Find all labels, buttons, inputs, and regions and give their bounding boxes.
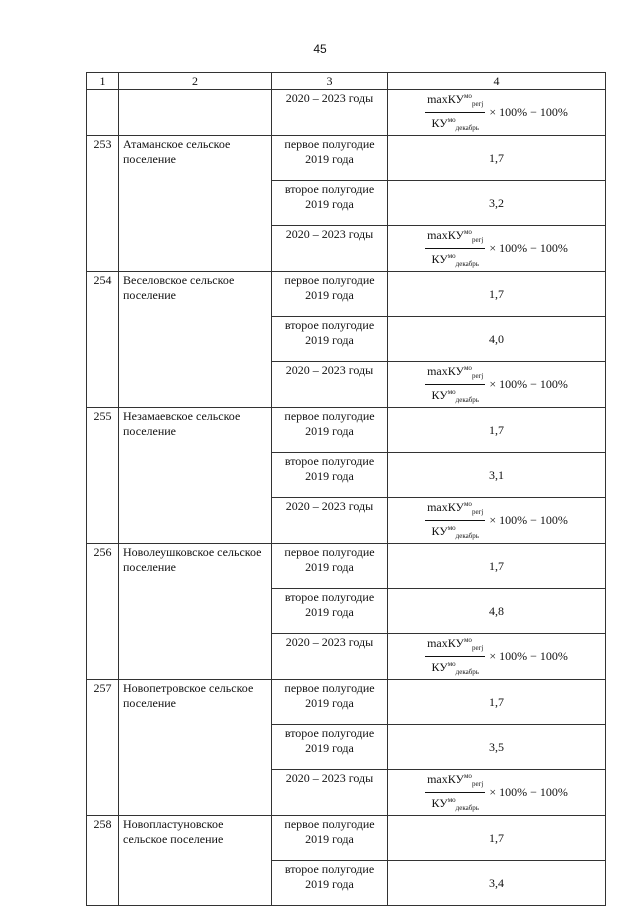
value-cell: 1,7	[388, 272, 606, 317]
settlement-name-cell: Незамаевское сельское поселение	[119, 408, 272, 544]
formula-tail: × 100% − 100%	[489, 785, 568, 799]
value-cell: 4,8	[388, 589, 606, 634]
table-row	[87, 680, 606, 725]
value-cell: 3,4	[388, 861, 606, 906]
formula-tail: × 100% − 100%	[489, 649, 568, 663]
period-cell: второе полугодие 2019 года	[272, 861, 388, 906]
row-number-cell: 253	[87, 136, 119, 272]
formula-denominator: $КУ^{мо}_{декабрь}$	[431, 660, 479, 676]
period-cell: первое полугодие 2019 года	[272, 272, 388, 317]
formula-cell	[388, 90, 606, 136]
formula-tail: × 100% − 100%	[489, 241, 568, 255]
formula-cell	[388, 634, 606, 680]
period-cell: первое полугодие 2019 года	[272, 408, 388, 453]
value-cell: 3,5	[388, 725, 606, 770]
formula-denominator: $КУ^{мо}_{декабрь}$	[431, 524, 479, 540]
value-cell: 1,7	[388, 136, 606, 181]
header-row	[87, 73, 606, 90]
header-col-4: 4	[388, 73, 606, 90]
table-row	[87, 816, 606, 861]
formula-numerator: maxКУ$^{мо}_{регj}$	[425, 498, 485, 521]
growth-formula	[425, 498, 568, 543]
formula-fraction	[425, 362, 485, 407]
period-cell: 2020 – 2023 годы	[272, 770, 388, 816]
formula-numerator: maxКУ$^{мо}_{регj}$	[425, 634, 485, 657]
period-cell: 2020 – 2023 годы	[272, 90, 388, 136]
growth-formula	[425, 634, 568, 679]
formula-fraction	[425, 90, 485, 135]
formula-fraction	[425, 498, 485, 543]
period-cell: 2020 – 2023 годы	[272, 226, 388, 272]
row-number-cell: 254	[87, 272, 119, 408]
period-cell: второе полугодие 2019 года	[272, 317, 388, 362]
page-number: 45	[313, 42, 327, 56]
continuation-row	[87, 90, 606, 136]
value-cell: 1,7	[388, 544, 606, 589]
period-cell: 2020 – 2023 годы	[272, 362, 388, 408]
period-cell: второе полугодие 2019 года	[272, 725, 388, 770]
formula-cell	[388, 362, 606, 408]
formula-tail: × 100% − 100%	[489, 377, 568, 391]
formula-denominator: $КУ^{мо}_{декабрь}$	[431, 388, 479, 404]
formula-numerator: maxКУ$^{мо}_{регj}$	[425, 226, 485, 249]
row-number-cell	[87, 90, 119, 136]
period-cell: первое полугодие 2019 года	[272, 680, 388, 725]
formula-numerator: maxКУ$^{мо}_{регj}$	[425, 362, 485, 385]
row-number-cell: 257	[87, 680, 119, 816]
period-cell: 2020 – 2023 годы	[272, 498, 388, 544]
period-cell: первое полугодие 2019 года	[272, 544, 388, 589]
formula-cell	[388, 498, 606, 544]
value-cell: 1,7	[388, 408, 606, 453]
settlement-name-cell	[119, 90, 272, 136]
formula-denominator: $КУ^{мо}_{декабрь}$	[431, 252, 479, 268]
period-cell: первое полугодие 2019 года	[272, 136, 388, 181]
period-cell: 2020 – 2023 годы	[272, 634, 388, 680]
growth-formula	[425, 90, 568, 135]
formula-fraction	[425, 226, 485, 271]
formula-numerator: maxКУ$^{мо}_{регj}$	[425, 770, 485, 793]
value-cell: 3,2	[388, 181, 606, 226]
period-cell: первое полугодие 2019 года	[272, 816, 388, 861]
formula-tail: × 100% − 100%	[489, 105, 568, 119]
header-col-3: 3	[272, 73, 388, 90]
table-row	[87, 136, 606, 181]
period-cell: второе полугодие 2019 года	[272, 589, 388, 634]
value-cell: 1,7	[388, 680, 606, 725]
value-cell: 1,7	[388, 816, 606, 861]
formula-denominator: $КУ^{мо}_{декабрь}$	[431, 116, 479, 132]
value-cell: 3,1	[388, 453, 606, 498]
table-row	[87, 408, 606, 453]
settlement-name-cell: Новопластуновское сельское поселение	[119, 816, 272, 906]
formula-cell	[388, 226, 606, 272]
formula-cell	[388, 770, 606, 816]
row-number-cell: 255	[87, 408, 119, 544]
period-cell: второе полугодие 2019 года	[272, 453, 388, 498]
tariff-table	[86, 72, 606, 906]
header-col-2: 2	[119, 73, 272, 90]
formula-fraction	[425, 770, 485, 815]
growth-formula	[425, 362, 568, 407]
period-cell: второе полугодие 2019 года	[272, 181, 388, 226]
settlement-name-cell: Веселовское сельское поселение	[119, 272, 272, 408]
settlement-name-cell: Новопетровское сельское поселение	[119, 680, 272, 816]
header-col-1: 1	[87, 73, 119, 90]
growth-formula	[425, 226, 568, 271]
formula-tail: × 100% − 100%	[489, 513, 568, 527]
row-number-cell: 256	[87, 544, 119, 680]
formula-denominator: $КУ^{мо}_{декабрь}$	[431, 796, 479, 812]
row-number-cell: 258	[87, 816, 119, 906]
growth-formula	[425, 770, 568, 815]
settlement-name-cell: Новолеушковское сельское поселение	[119, 544, 272, 680]
formula-fraction	[425, 634, 485, 679]
settlement-name-cell: Атаманское сельское поселение	[119, 136, 272, 272]
table-row	[87, 544, 606, 589]
value-cell: 4,0	[388, 317, 606, 362]
table-row	[87, 272, 606, 317]
formula-numerator: maxКУ$^{мо}_{регj}$	[425, 90, 485, 113]
